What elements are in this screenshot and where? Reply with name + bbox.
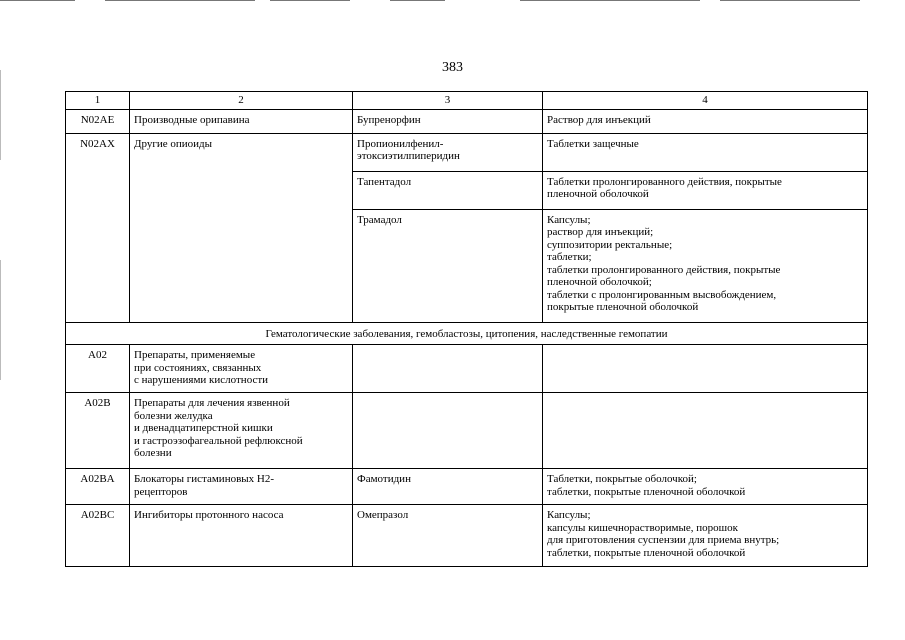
table-row (66, 505, 868, 567)
section-row (66, 322, 868, 345)
text-line: таблетки пролонгированного действия, покрытые (547, 263, 781, 276)
text-line: Капсулы; (547, 213, 591, 226)
header-row (66, 92, 868, 110)
text-line: Другие опиоиды (134, 137, 213, 150)
text-line: Бупренорфин (357, 113, 421, 126)
scan-edge-line (270, 0, 350, 1)
dosage-form (543, 469, 868, 505)
atc-code: A02BA (66, 469, 130, 505)
text-line: с нарушениями кислотности (134, 374, 269, 386)
dosage-form (543, 505, 868, 567)
table-row (66, 133, 868, 322)
text-line: рецепторов (134, 485, 188, 498)
text-line: Тапентадол (357, 175, 412, 188)
text-line: таблетки с пролонгированным высвобождением, (547, 288, 777, 301)
drug-name-list (353, 133, 543, 322)
text-line: пленочной оболочкой (547, 188, 649, 200)
drug-table (65, 91, 868, 567)
text-line: при состояниях, связанных (134, 361, 262, 374)
section-heading: Гематологические заболевания, гемобластозы, цитопения, наследственные гемопатии (66, 322, 868, 345)
page-number: 383 (442, 60, 463, 75)
drug-name (353, 345, 543, 393)
text-line: этоксиэтилпиперидин (357, 150, 460, 162)
text-line: пленочной оболочкой; (547, 276, 652, 288)
dosage-form-list (543, 133, 868, 322)
drug-name (353, 171, 542, 210)
table-row (66, 393, 868, 469)
text-line: таблетки; (547, 251, 592, 263)
dosage-form (543, 134, 867, 171)
text-line: таблетки, покрытые пленочной оболочкой (547, 546, 746, 559)
scan-left-edge (0, 70, 1, 160)
scan-edge-line (0, 0, 75, 1)
atc-code: A02B (66, 393, 130, 469)
atc-code: A02 (66, 345, 130, 393)
drug-name (353, 109, 543, 133)
dosage-form (543, 393, 868, 469)
scan-edge-line (390, 0, 445, 1)
text-line: и двенадцатиперстной кишки (134, 422, 273, 434)
text-line: раствор для инъекций; (547, 226, 654, 238)
group-name (130, 109, 353, 133)
text-line: болезни желудка (134, 409, 213, 422)
drug-name (353, 393, 543, 469)
text-line: Капсулы; (547, 509, 591, 521)
drug-name (353, 469, 543, 505)
group-name (130, 469, 353, 505)
header-cell-2: 2 (130, 92, 353, 110)
dosage-form (543, 345, 868, 393)
drug-name (353, 210, 542, 322)
dosage-form (543, 171, 867, 210)
group-name (130, 133, 353, 322)
scan-edge-line (105, 0, 255, 1)
text-line: Пропионилфенил- (357, 137, 444, 150)
text-line: Ингибиторы протонного насоса (134, 509, 284, 521)
table-row (66, 345, 868, 393)
text-line: Таблетки пролонгированного действия, покрытые (547, 175, 782, 188)
text-line: Препараты, применяемые (134, 349, 256, 361)
table-row (66, 109, 868, 133)
group-name (130, 345, 353, 393)
text-line: Производные орипавина (134, 113, 250, 126)
header-cell-1: 1 (66, 92, 130, 110)
text-line: Таблетки, покрытые оболочкой; (547, 473, 697, 485)
drug-name (353, 134, 542, 171)
scan-left-edge (0, 260, 1, 380)
group-name (130, 393, 353, 469)
drug-name (353, 505, 543, 567)
text-line: болезни (134, 447, 172, 459)
text-line: Трамадол (357, 213, 402, 226)
text-line: суппозитории ректальные; (547, 238, 673, 251)
scan-edge-line (520, 0, 700, 1)
text-line: Препараты для лечения язвенной (134, 397, 290, 409)
dosage-form (543, 109, 868, 133)
text-line: Таблетки защечные (547, 137, 639, 150)
atc-code: A02BC (66, 505, 130, 567)
text-line: для приготовления суспензии для приема внутрь; (547, 534, 780, 546)
text-line: и гастроэзофагеальной рефлюксной (134, 434, 303, 447)
text-line: Блокаторы гистаминовых Н2- (134, 473, 275, 485)
text-line: Фамотидин (357, 473, 411, 485)
text-line: капсулы кишечнорастворимые, порошок (547, 521, 738, 534)
header-cell-3: 3 (353, 92, 543, 110)
atc-code: N02AE (66, 109, 130, 133)
text-line: покрытые пленочной оболочкой (547, 301, 699, 313)
text-line: таблетки, покрытые пленочной оболочкой (547, 485, 746, 498)
table-row (66, 469, 868, 505)
scan-edge-line (720, 0, 860, 1)
header-cell-4: 4 (543, 92, 868, 110)
text-line: Омепразол (357, 509, 409, 521)
text-line: Раствор для инъекций (547, 113, 651, 126)
group-name (130, 505, 353, 567)
atc-code: N02AX (66, 133, 130, 322)
dosage-form (543, 210, 867, 322)
